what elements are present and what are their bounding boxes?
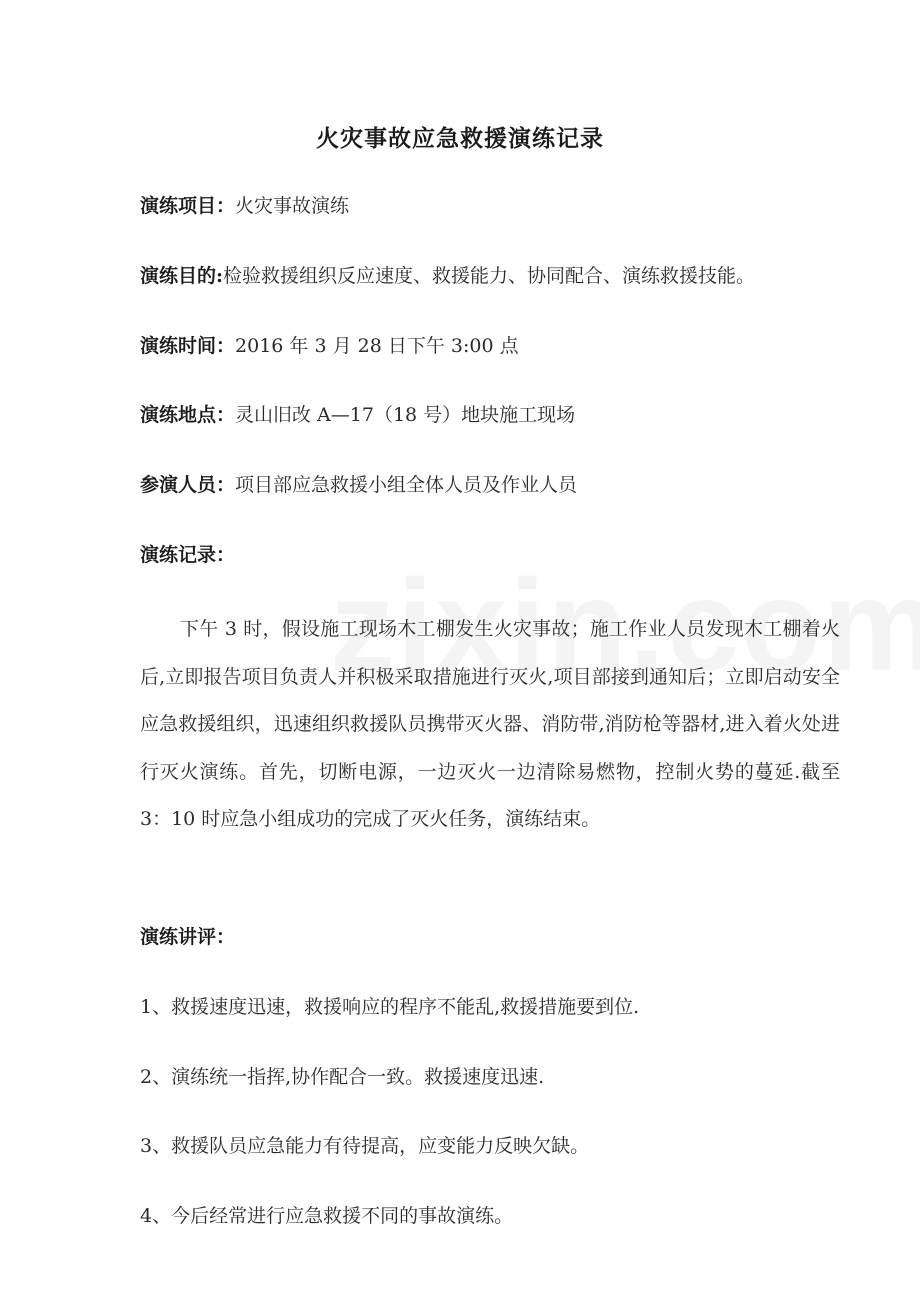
review-heading: 演练讲评： xyxy=(140,926,236,948)
field-purpose xyxy=(140,262,755,290)
field-time xyxy=(140,332,519,360)
review-item: 1、救援速度迅速，救援响应的程序不能乱,救援措施要到位. xyxy=(140,996,640,1018)
field-location-value: 灵山旧改 A—17（18 号）地块施工现场 xyxy=(235,404,576,426)
field-location xyxy=(140,401,575,429)
review-item: 3、救援队员应急能力有待提高，应变能力反映欠缺。 xyxy=(140,1135,590,1157)
field-time-label: 演练时间： xyxy=(140,335,236,357)
record-paragraph: 下午 3 时，假设施工现场木工棚发生火灾事故；施工作业人员发现木工棚着火后,立即报告项目负责人并积极采取措施进行灭火,项目部接到通知后；立即启动安全应急救援组织，迅速组织救援队员携带灭火器、消防带,消防枪等器材,进入着火处进行灭火演练。首先，切断电源，一边灭火一边清除易燃物，控制火势的蔓延.截至 3：10 时应急小组成功的完成了灭火任务，演练结束。 xyxy=(140,618,840,831)
field-location-label: 演练地点： xyxy=(140,404,236,426)
record-heading: 演练记录： xyxy=(140,544,236,566)
field-participants-label: 参演人员： xyxy=(140,474,236,496)
field-project xyxy=(140,192,349,220)
field-participants xyxy=(140,471,577,499)
review-item: 2、演练统一指挥,协作配合一致。救援速度迅速. xyxy=(140,1066,545,1088)
field-purpose-value: 检验救援组织反应速度、救援能力、协同配合、演练救援技能。 xyxy=(223,265,756,287)
document-title: 火灾事故应急救援演练记录 xyxy=(316,125,604,152)
field-participants-value: 项目部应急救援小组全体人员及作业人员 xyxy=(235,474,578,496)
field-time-value: 2016 年 3 月 28 日下午 3:00 点 xyxy=(235,335,519,357)
field-project-value: 火灾事故演练 xyxy=(235,195,350,217)
field-purpose-label: 演练目的: xyxy=(140,265,224,287)
review-item: 4、今后经常进行应急救援不同的事故演练。 xyxy=(140,1205,514,1227)
field-project-label: 演练项目： xyxy=(140,195,236,217)
